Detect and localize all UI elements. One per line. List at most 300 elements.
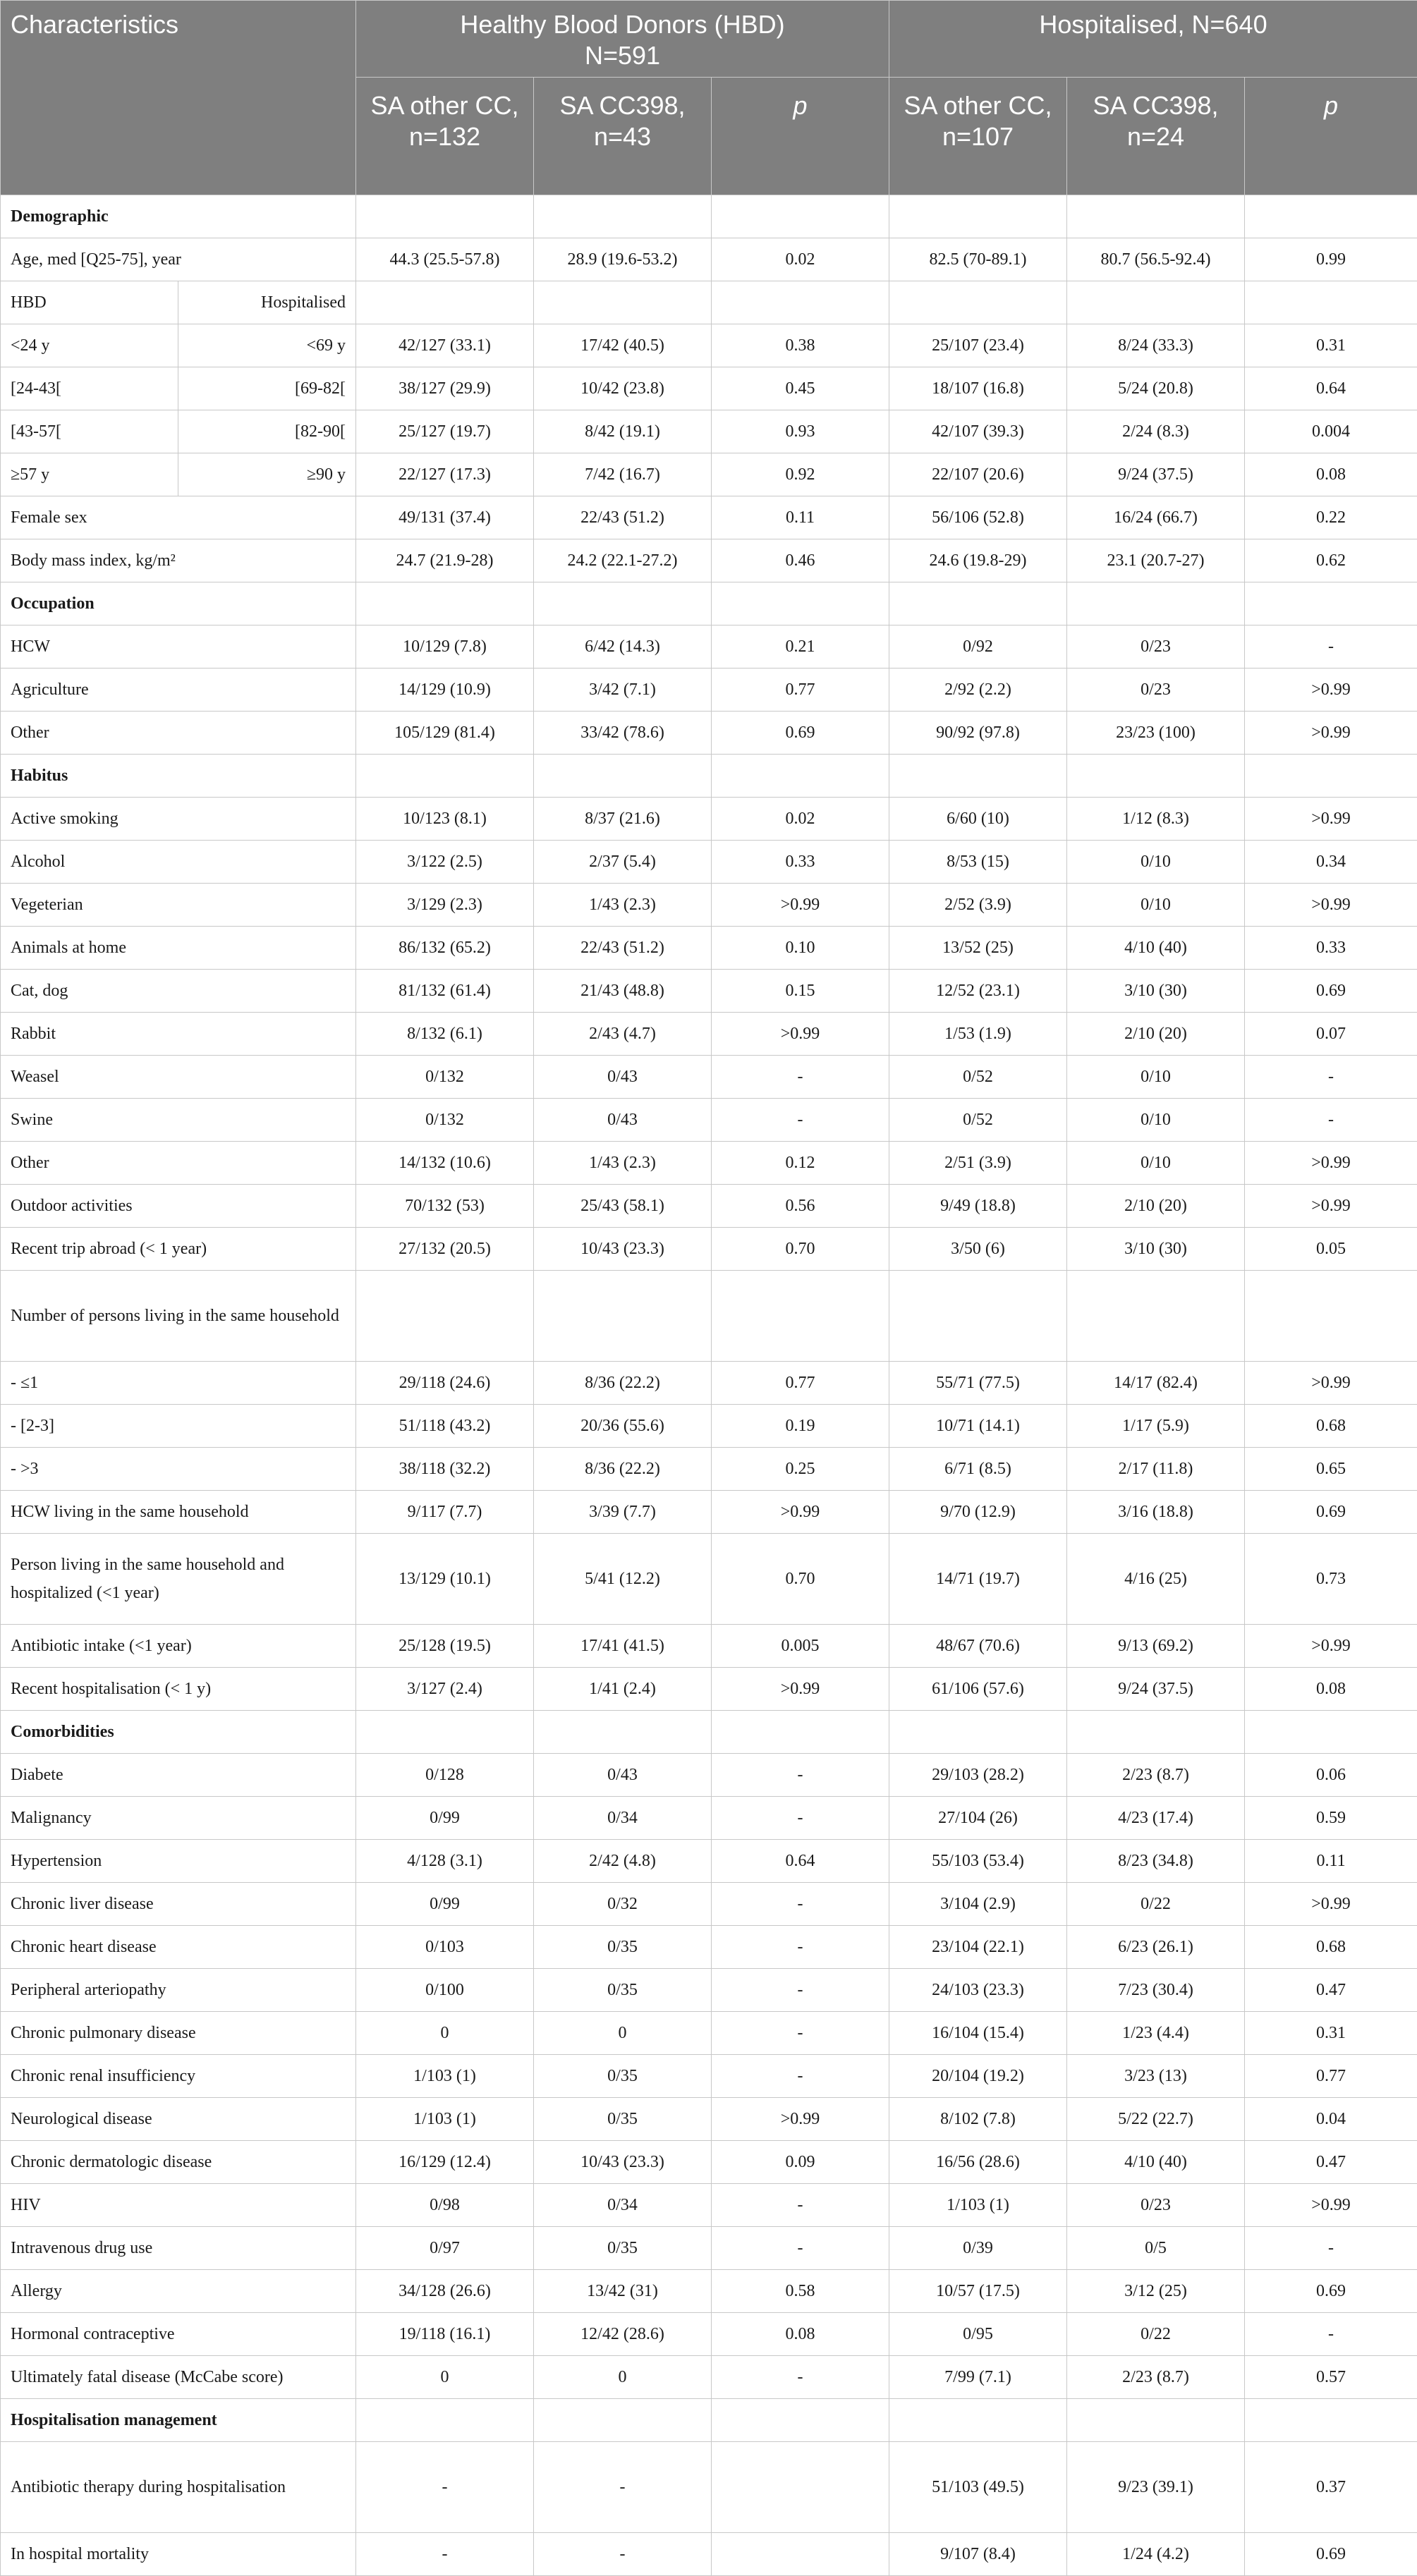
cell-hbd-other-cc: 34/128 (26.6) — [356, 2270, 534, 2313]
table-row — [1, 1926, 1417, 1969]
cell-hosp-other-cc: 20/104 (19.2) — [889, 2055, 1067, 2098]
cell-hosp-p: >0.99 — [1245, 884, 1417, 927]
cell-hbd-p: 0.25 — [712, 1448, 889, 1491]
table-row — [1, 1099, 1417, 1142]
cell-hosp-cc398: 4/10 (40) — [1067, 2141, 1245, 2184]
cell-hosp-p — [1245, 1711, 1417, 1754]
cell-hbd-other-cc: 19/118 (16.1) — [356, 2313, 534, 2356]
table-row — [1, 281, 1417, 324]
cell-hosp-p: - — [1245, 1099, 1417, 1142]
cell-hbd-other-cc: 3/129 (2.3) — [356, 884, 534, 927]
cell-hosp-other-cc: 55/71 (77.5) — [889, 1362, 1067, 1405]
cell-hosp-p: 0.07 — [1245, 1013, 1417, 1056]
cell-hosp-cc398: 2/23 (8.7) — [1067, 2356, 1245, 2399]
cell-hosp-p: 0.08 — [1245, 453, 1417, 496]
cell-hosp-cc398: 7/23 (30.4) — [1067, 1969, 1245, 2012]
cell-hbd-cc398: 0/34 — [534, 1797, 712, 1840]
section-label: Comorbidities — [1, 1711, 356, 1754]
cell-hosp-other-cc: 29/103 (28.2) — [889, 1754, 1067, 1797]
row-label: Recent trip abroad (< 1 year) — [1, 1228, 356, 1271]
cell-hbd-cc398: 2/42 (4.8) — [534, 1840, 712, 1883]
cell-hosp-p: >0.99 — [1245, 669, 1417, 712]
cell-hosp-cc398: 80.7 (56.5-92.4) — [1067, 238, 1245, 281]
col-hosp-p-value: p — [1245, 78, 1417, 195]
characteristics-header: Characteristics — [1, 1, 356, 195]
cell-hbd-p: - — [712, 2227, 889, 2270]
cell-hbd-cc398: 8/42 (19.1) — [534, 410, 712, 453]
cell-hbd-other-cc: - — [356, 2442, 534, 2533]
row-label: Active smoking — [1, 798, 356, 841]
age-group-hbd-label: [43-57[ — [1, 410, 178, 453]
age-group-hosp-label: <69 y — [178, 324, 356, 367]
table-row — [1, 2313, 1417, 2356]
cell-hbd-other-cc: 0 — [356, 2012, 534, 2055]
row-label: Chronic dermatologic disease — [1, 2141, 356, 2184]
cell-hbd-cc398: 0/34 — [534, 2184, 712, 2227]
cell-hosp-p: - — [1245, 625, 1417, 669]
cell-hosp-p: 0.73 — [1245, 1534, 1417, 1625]
cell-hbd-other-cc: 49/131 (37.4) — [356, 496, 534, 539]
cell-hbd-cc398 — [534, 582, 712, 625]
cell-hbd-other-cc: 0/128 — [356, 1754, 534, 1797]
cell-hosp-other-cc: 55/103 (53.4) — [889, 1840, 1067, 1883]
cell-hosp-cc398: 0/10 — [1067, 841, 1245, 884]
cell-hosp-p: 0.59 — [1245, 1797, 1417, 1840]
cell-hbd-p: 0.19 — [712, 1405, 889, 1448]
cell-hosp-other-cc — [889, 582, 1067, 625]
cell-hbd-other-cc: 0/132 — [356, 1056, 534, 1099]
cell-hosp-p: 0.99 — [1245, 238, 1417, 281]
cell-hbd-other-cc: 1/103 (1) — [356, 2098, 534, 2141]
table-row — [1, 884, 1417, 927]
cell-hbd-p — [712, 2442, 889, 2533]
cell-hosp-p — [1245, 755, 1417, 798]
cell-hosp-other-cc: 10/57 (17.5) — [889, 2270, 1067, 2313]
cell-hosp-other-cc: 82.5 (70-89.1) — [889, 238, 1067, 281]
cell-hbd-p: 0.08 — [712, 2313, 889, 2356]
cell-hbd-cc398: 0/43 — [534, 1056, 712, 1099]
cell-hosp-p: 0.06 — [1245, 1754, 1417, 1797]
cell-hosp-other-cc: 8/53 (15) — [889, 841, 1067, 884]
cell-hbd-p: - — [712, 2055, 889, 2098]
row-label: Other — [1, 712, 356, 755]
cell-hosp-other-cc: 2/92 (2.2) — [889, 669, 1067, 712]
cell-hbd-cc398: 20/36 (55.6) — [534, 1405, 712, 1448]
cell-hbd-p: >0.99 — [712, 2098, 889, 2141]
cell-hosp-cc398: 0/10 — [1067, 1142, 1245, 1185]
cell-hbd-p: 0.12 — [712, 1142, 889, 1185]
cell-hbd-p: 0.77 — [712, 669, 889, 712]
cell-hbd-p — [712, 2533, 889, 2576]
cell-hosp-p: 0.69 — [1245, 2533, 1417, 2576]
cell-hbd-cc398: 0/43 — [534, 1099, 712, 1142]
cell-hosp-other-cc: 51/103 (49.5) — [889, 2442, 1067, 2533]
cell-hbd-cc398: 22/43 (51.2) — [534, 496, 712, 539]
cell-hbd-cc398: 1/43 (2.3) — [534, 1142, 712, 1185]
row-label: Peripheral arteriopathy — [1, 1969, 356, 2012]
row-label: Agriculture — [1, 669, 356, 712]
row-label: Diabete — [1, 1754, 356, 1797]
cell-hosp-p: 0.69 — [1245, 2270, 1417, 2313]
cell-hosp-other-cc: 0/95 — [889, 2313, 1067, 2356]
age-group-hosp-label: [82-90[ — [178, 410, 356, 453]
cell-hbd-other-cc: 1/103 (1) — [356, 2055, 534, 2098]
row-label: HIV — [1, 2184, 356, 2227]
cell-hbd-p: - — [712, 1754, 889, 1797]
cell-hosp-cc398: 9/13 (69.2) — [1067, 1625, 1245, 1668]
cell-hosp-other-cc: 6/71 (8.5) — [889, 1448, 1067, 1491]
col-hosp-sa-cc398: SA CC398, n=24 — [1067, 78, 1245, 195]
cell-hbd-p: 0.10 — [712, 927, 889, 970]
cell-hosp-cc398: 1/23 (4.4) — [1067, 2012, 1245, 2055]
cell-hosp-other-cc — [889, 1271, 1067, 1362]
table-row — [1, 238, 1417, 281]
cell-hbd-other-cc: 0/98 — [356, 2184, 534, 2227]
cell-hbd-other-cc: 3/127 (2.4) — [356, 1668, 534, 1711]
row-label: Age, med [Q25-75], year — [1, 238, 356, 281]
cell-hosp-cc398: 9/24 (37.5) — [1067, 453, 1245, 496]
cell-hosp-other-cc: 2/52 (3.9) — [889, 884, 1067, 927]
row-label: In hospital mortality — [1, 2533, 356, 2576]
cell-hosp-other-cc: 24/103 (23.3) — [889, 1969, 1067, 2012]
row-label: - ≤1 — [1, 1362, 356, 1405]
cell-hosp-cc398: 0/23 — [1067, 625, 1245, 669]
row-label: Allergy — [1, 2270, 356, 2313]
table-row — [1, 2356, 1417, 2399]
cell-hbd-p: 0.005 — [712, 1625, 889, 1668]
table-row — [1, 1969, 1417, 2012]
cell-hbd-cc398: 8/36 (22.2) — [534, 1448, 712, 1491]
table-row — [1, 1883, 1417, 1926]
cell-hosp-other-cc: 2/51 (3.9) — [889, 1142, 1067, 1185]
cell-hosp-cc398: 3/10 (30) — [1067, 1228, 1245, 1271]
row-label: Intravenous drug use — [1, 2227, 356, 2270]
section-row — [1, 582, 1417, 625]
cell-hbd-other-cc: 14/129 (10.9) — [356, 669, 534, 712]
row-label: - >3 — [1, 1448, 356, 1491]
cell-hosp-other-cc: 13/52 (25) — [889, 927, 1067, 970]
cell-hbd-p: >0.99 — [712, 1013, 889, 1056]
cell-hbd-cc398: 13/42 (31) — [534, 2270, 712, 2313]
cell-hosp-p: - — [1245, 1056, 1417, 1099]
cell-hbd-cc398 — [534, 281, 712, 324]
cell-hbd-other-cc: 4/128 (3.1) — [356, 1840, 534, 1883]
cell-hbd-p: 0.92 — [712, 453, 889, 496]
cell-hosp-other-cc: 0/52 — [889, 1056, 1067, 1099]
section-label: Hospitalisation management — [1, 2399, 356, 2442]
cell-hbd-cc398: 0/35 — [534, 1969, 712, 2012]
cell-hosp-cc398: 3/16 (18.8) — [1067, 1491, 1245, 1534]
row-label: Outdoor activities — [1, 1185, 356, 1228]
cell-hosp-p: 0.69 — [1245, 970, 1417, 1013]
row-label: Vegeterian — [1, 884, 356, 927]
cell-hbd-other-cc — [356, 1711, 534, 1754]
cell-hbd-cc398: 0/35 — [534, 2098, 712, 2141]
cell-hosp-p: >0.99 — [1245, 1625, 1417, 1668]
cell-hosp-p: 0.69 — [1245, 1491, 1417, 1534]
cell-hosp-cc398: 16/24 (66.7) — [1067, 496, 1245, 539]
cell-hosp-other-cc: 1/53 (1.9) — [889, 1013, 1067, 1056]
cell-hbd-other-cc — [356, 755, 534, 798]
cell-hbd-cc398 — [534, 195, 712, 238]
row-label: Neurological disease — [1, 2098, 356, 2141]
table-row — [1, 927, 1417, 970]
cell-hbd-cc398: 17/41 (41.5) — [534, 1625, 712, 1668]
cell-hosp-cc398 — [1067, 1271, 1245, 1362]
cell-hbd-p: 0.02 — [712, 238, 889, 281]
table-row — [1, 2270, 1417, 2313]
row-label: HCW living in the same household — [1, 1491, 356, 1534]
cell-hosp-cc398: 2/10 (20) — [1067, 1185, 1245, 1228]
age-group-hosp-header: Hospitalised — [178, 281, 356, 324]
col-hbd-p-value: p — [712, 78, 889, 195]
age-group-hosp-label: [69-82[ — [178, 367, 356, 410]
cell-hosp-other-cc: 16/56 (28.6) — [889, 2141, 1067, 2184]
row-label: Animals at home — [1, 927, 356, 970]
cell-hosp-other-cc — [889, 1711, 1067, 1754]
table-row — [1, 2055, 1417, 2098]
cell-hbd-p — [712, 755, 889, 798]
cell-hbd-other-cc: 44.3 (25.5-57.8) — [356, 238, 534, 281]
cell-hosp-p: 0.47 — [1245, 2141, 1417, 2184]
cell-hosp-other-cc: 3/50 (6) — [889, 1228, 1067, 1271]
table-row — [1, 1362, 1417, 1405]
table-row — [1, 1405, 1417, 1448]
section-row — [1, 195, 1417, 238]
cell-hosp-p: - — [1245, 2313, 1417, 2356]
cell-hosp-other-cc — [889, 2399, 1067, 2442]
cell-hbd-cc398: 12/42 (28.6) — [534, 2313, 712, 2356]
cell-hosp-p: >0.99 — [1245, 712, 1417, 755]
cell-hosp-cc398 — [1067, 2399, 1245, 2442]
cell-hosp-cc398: 3/23 (13) — [1067, 2055, 1245, 2098]
cell-hosp-cc398: 2/10 (20) — [1067, 1013, 1245, 1056]
cell-hbd-other-cc: 13/129 (10.1) — [356, 1534, 534, 1625]
cell-hosp-other-cc: 23/104 (22.1) — [889, 1926, 1067, 1969]
cell-hbd-cc398: 1/41 (2.4) — [534, 1668, 712, 1711]
cell-hbd-p: 0.69 — [712, 712, 889, 755]
col-hbd-sa-other-cc: SA other CC, n=132 — [356, 78, 534, 195]
cell-hosp-p: 0.77 — [1245, 2055, 1417, 2098]
table-row — [1, 1013, 1417, 1056]
cell-hosp-p: >0.99 — [1245, 1185, 1417, 1228]
cell-hosp-other-cc: 1/103 (1) — [889, 2184, 1067, 2227]
row-label: Alcohol — [1, 841, 356, 884]
cell-hosp-p: 0.68 — [1245, 1926, 1417, 1969]
cell-hbd-cc398: - — [534, 2533, 712, 2576]
cell-hbd-other-cc: 29/118 (24.6) — [356, 1362, 534, 1405]
table-body — [1, 195, 1417, 2576]
cell-hosp-cc398: 0/5 — [1067, 2227, 1245, 2270]
cell-hbd-other-cc: 105/129 (81.4) — [356, 712, 534, 755]
table-row — [1, 798, 1417, 841]
cell-hosp-other-cc: 61/106 (57.6) — [889, 1668, 1067, 1711]
cell-hbd-cc398: 3/39 (7.7) — [534, 1491, 712, 1534]
cell-hbd-other-cc: 38/118 (32.2) — [356, 1448, 534, 1491]
cell-hbd-cc398: - — [534, 2442, 712, 2533]
cell-hbd-cc398: 8/37 (21.6) — [534, 798, 712, 841]
table-row — [1, 841, 1417, 884]
cell-hosp-other-cc: 27/104 (26) — [889, 1797, 1067, 1840]
table-row — [1, 1625, 1417, 1668]
table-row — [1, 2184, 1417, 2227]
cell-hbd-p: - — [712, 1099, 889, 1142]
cell-hosp-other-cc: 25/107 (23.4) — [889, 324, 1067, 367]
cell-hbd-cc398: 0/35 — [534, 2227, 712, 2270]
cell-hosp-cc398: 8/24 (33.3) — [1067, 324, 1245, 367]
cell-hbd-p: - — [712, 1056, 889, 1099]
cell-hbd-cc398: 28.9 (19.6-53.2) — [534, 238, 712, 281]
row-label: Rabbit — [1, 1013, 356, 1056]
cell-hosp-p: 0.04 — [1245, 2098, 1417, 2141]
cell-hbd-cc398: 6/42 (14.3) — [534, 625, 712, 669]
table-row — [1, 2442, 1417, 2533]
cell-hbd-p — [712, 2399, 889, 2442]
cell-hosp-p: 0.33 — [1245, 927, 1417, 970]
row-label: Recent hospitalisation (< 1 y) — [1, 1668, 356, 1711]
cell-hbd-cc398: 0/32 — [534, 1883, 712, 1926]
table-row — [1, 1185, 1417, 1228]
cell-hbd-cc398: 2/43 (4.7) — [534, 1013, 712, 1056]
cell-hosp-cc398: 0/10 — [1067, 884, 1245, 927]
cell-hbd-p: 0.46 — [712, 539, 889, 582]
cell-hbd-other-cc: 25/127 (19.7) — [356, 410, 534, 453]
cell-hbd-cc398: 0 — [534, 2356, 712, 2399]
cell-hbd-cc398: 5/41 (12.2) — [534, 1534, 712, 1625]
cell-hbd-p: 0.33 — [712, 841, 889, 884]
cell-hosp-p — [1245, 2399, 1417, 2442]
cell-hosp-cc398: 8/23 (34.8) — [1067, 1840, 1245, 1883]
cell-hosp-cc398 — [1067, 582, 1245, 625]
row-label: Ultimately fatal disease (McCabe score) — [1, 2356, 356, 2399]
cell-hbd-cc398: 24.2 (22.1-27.2) — [534, 539, 712, 582]
table-row — [1, 1448, 1417, 1491]
cell-hosp-other-cc: 0/39 — [889, 2227, 1067, 2270]
hbd-group-header — [356, 1, 889, 78]
cell-hosp-p: 0.47 — [1245, 1969, 1417, 2012]
hbd-group-count: N=591 — [585, 41, 660, 70]
section-row — [1, 2399, 1417, 2442]
cell-hosp-p: 0.004 — [1245, 410, 1417, 453]
cell-hbd-p: >0.99 — [712, 1491, 889, 1534]
cell-hosp-cc398: 0/23 — [1067, 2184, 1245, 2227]
cell-hbd-other-cc: 38/127 (29.9) — [356, 367, 534, 410]
table-row — [1, 2098, 1417, 2141]
cell-hosp-cc398: 0/22 — [1067, 2313, 1245, 2356]
cell-hosp-cc398: 0/10 — [1067, 1099, 1245, 1142]
table-row — [1, 1754, 1417, 1797]
cell-hosp-p: 0.05 — [1245, 1228, 1417, 1271]
cell-hbd-p: 0.58 — [712, 2270, 889, 2313]
cell-hbd-other-cc: 16/129 (12.4) — [356, 2141, 534, 2184]
cell-hbd-cc398: 17/42 (40.5) — [534, 324, 712, 367]
cell-hbd-cc398: 10/43 (23.3) — [534, 1228, 712, 1271]
cell-hosp-other-cc: 3/104 (2.9) — [889, 1883, 1067, 1926]
cell-hbd-other-cc — [356, 1271, 534, 1362]
cell-hosp-other-cc: 9/107 (8.4) — [889, 2533, 1067, 2576]
row-label: Chronic heart disease — [1, 1926, 356, 1969]
age-group-hbd-label: <24 y — [1, 324, 178, 367]
cell-hbd-other-cc: 27/132 (20.5) — [356, 1228, 534, 1271]
table-row — [1, 539, 1417, 582]
row-label: Chronic liver disease — [1, 1883, 356, 1926]
cell-hosp-cc398: 2/23 (8.7) — [1067, 1754, 1245, 1797]
table-row — [1, 2012, 1417, 2055]
cell-hosp-other-cc: 12/52 (23.1) — [889, 970, 1067, 1013]
cell-hosp-cc398: 1/17 (5.9) — [1067, 1405, 1245, 1448]
hospitalised-group-header: Hospitalised, N=640 — [889, 1, 1417, 78]
cell-hbd-other-cc — [356, 2399, 534, 2442]
row-label: Antibiotic intake (<1 year) — [1, 1625, 356, 1668]
cell-hosp-other-cc: 7/99 (7.1) — [889, 2356, 1067, 2399]
cell-hbd-other-cc: 22/127 (17.3) — [356, 453, 534, 496]
cell-hosp-other-cc — [889, 281, 1067, 324]
cell-hbd-other-cc — [356, 582, 534, 625]
cell-hosp-cc398: 9/23 (39.1) — [1067, 2442, 1245, 2533]
row-label: Person living in the same household and hospitalized (<1 year) — [1, 1534, 356, 1625]
table-row — [1, 1056, 1417, 1099]
row-label: - [2-3] — [1, 1405, 356, 1448]
cell-hbd-p: >0.99 — [712, 884, 889, 927]
cell-hosp-p: >0.99 — [1245, 2184, 1417, 2227]
cell-hosp-cc398: 1/12 (8.3) — [1067, 798, 1245, 841]
table-row — [1, 669, 1417, 712]
cell-hosp-p — [1245, 582, 1417, 625]
cell-hosp-other-cc: 18/107 (16.8) — [889, 367, 1067, 410]
cell-hosp-other-cc: 0/92 — [889, 625, 1067, 669]
cell-hbd-cc398: 0/35 — [534, 2055, 712, 2098]
cell-hbd-p: 0.70 — [712, 1228, 889, 1271]
col-hbd-sa-cc398: SA CC398, n=43 — [534, 78, 712, 195]
cell-hosp-p: 0.22 — [1245, 496, 1417, 539]
cell-hbd-other-cc: 25/128 (19.5) — [356, 1625, 534, 1668]
cell-hbd-other-cc: 0/103 — [356, 1926, 534, 1969]
cell-hbd-other-cc: 0/99 — [356, 1797, 534, 1840]
cell-hosp-p: 0.31 — [1245, 324, 1417, 367]
cell-hbd-p: 0.77 — [712, 1362, 889, 1405]
cell-hosp-other-cc: 24.6 (19.8-29) — [889, 539, 1067, 582]
cell-hbd-other-cc: 70/132 (53) — [356, 1185, 534, 1228]
cell-hosp-p — [1245, 195, 1417, 238]
cell-hbd-p — [712, 1271, 889, 1362]
cell-hosp-cc398 — [1067, 755, 1245, 798]
table-row — [1, 1668, 1417, 1711]
cell-hbd-other-cc — [356, 281, 534, 324]
age-group-hbd-label: [24-43[ — [1, 367, 178, 410]
table-row — [1, 2533, 1417, 2576]
cell-hbd-cc398: 8/36 (22.2) — [534, 1362, 712, 1405]
cell-hbd-other-cc: 24.7 (21.9-28) — [356, 539, 534, 582]
cell-hbd-cc398: 7/42 (16.7) — [534, 453, 712, 496]
cell-hosp-cc398 — [1067, 195, 1245, 238]
cell-hosp-cc398 — [1067, 1711, 1245, 1754]
cell-hosp-cc398: 4/16 (25) — [1067, 1534, 1245, 1625]
cell-hbd-p: >0.99 — [712, 1668, 889, 1711]
row-label: Swine — [1, 1099, 356, 1142]
cell-hosp-cc398: 0/10 — [1067, 1056, 1245, 1099]
cell-hosp-other-cc: 10/71 (14.1) — [889, 1405, 1067, 1448]
table-row — [1, 1271, 1417, 1362]
hbd-group-title: Healthy Blood Donors (HBD) — [460, 10, 784, 39]
cell-hbd-p: - — [712, 2012, 889, 2055]
col-hosp-sa-other-cc: SA other CC, n=107 — [889, 78, 1067, 195]
section-row — [1, 1711, 1417, 1754]
cell-hosp-p: 0.08 — [1245, 1668, 1417, 1711]
table-row — [1, 496, 1417, 539]
section-label: Demographic — [1, 195, 356, 238]
cell-hosp-cc398: 3/10 (30) — [1067, 970, 1245, 1013]
cell-hbd-p: - — [712, 2356, 889, 2399]
